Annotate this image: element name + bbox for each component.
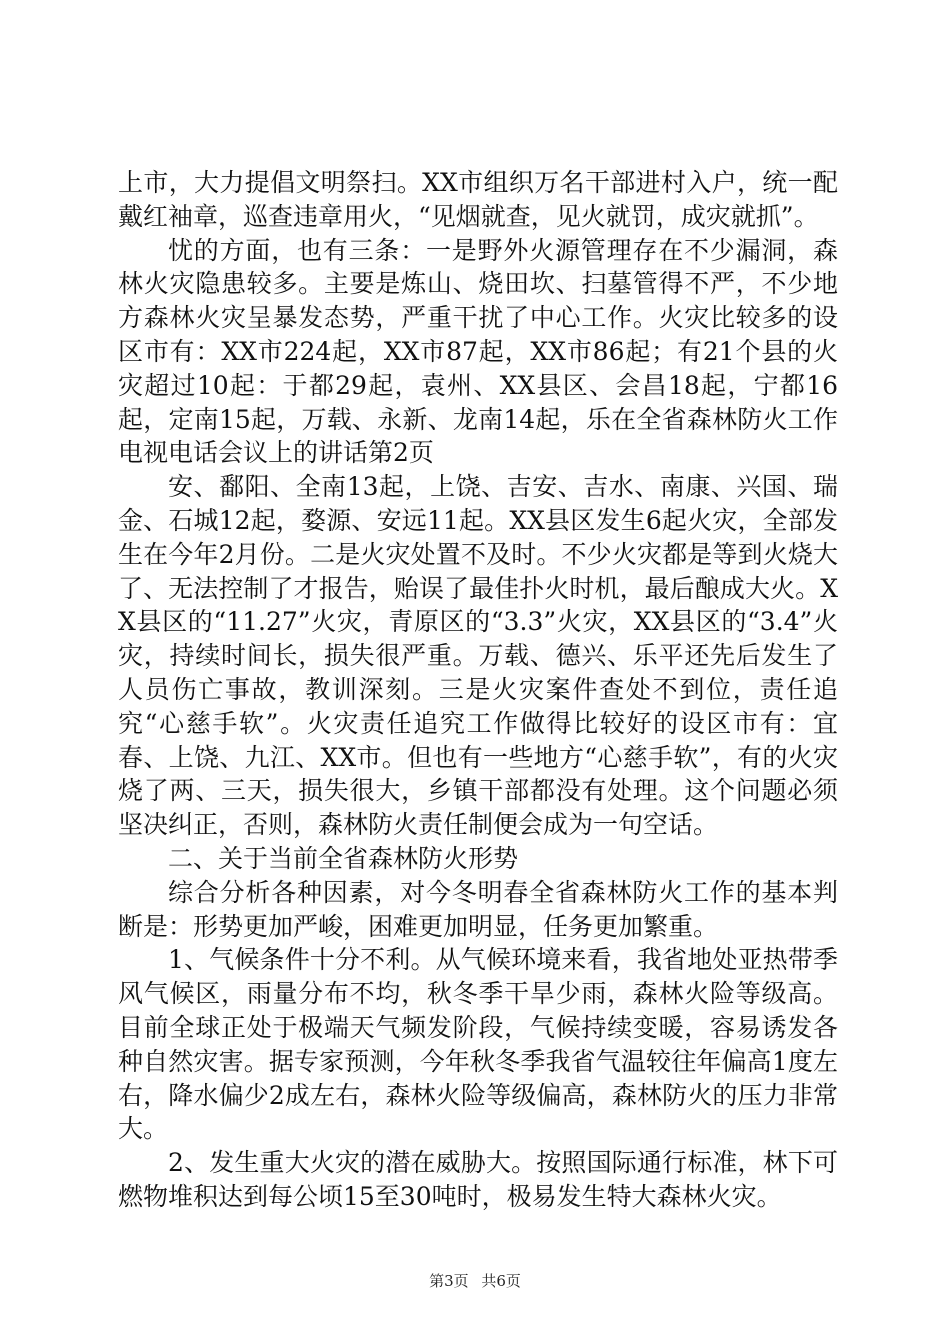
paragraph-6: 1、气候条件十分不利。从气候环境来看，我省地处亚热带季风气候区，雨量分布不均，秋冬季干旱少雨，森林火险等级高。目前全球正处于极端天气频发阶段，气候持续变暖，容易诱发各种自然灾害。据专家预测，今年秋冬季我省气温较往年偏高1度左右，降水偏少2成左右，森林火险等级偏高，森林防火的压力非常大。 xyxy=(118,945,838,1144)
paragraph-1: 上市，大力提倡文明祭扫。XX市组织万名干部进村入户，统一配戴红袖章，巡查违章用火，“见烟就查，见火就罚，成灾就抓”。 xyxy=(118,168,838,231)
paragraph-2: 忧的方面，也有三条：一是野外火源管理存在不少漏洞，森林火灾隐患较多。主要是炼山、烧田坎、扫墓管得不严，不少地方森林火灾呈暴发态势，严重干扰了中心工作。火灾比较多的设区市有：XX市224起，XX市87起，XX市86起；有21个县的火灾超过10起：于都29起，袁州、XX县区、会昌18起，宁都16起，定南15起，万载、永新、龙南14起，乐在全省森林防火工作电视电话会议上的讲话第2页 xyxy=(118,235,838,468)
page-total: 共6页 xyxy=(481,1272,521,1290)
document-body xyxy=(118,166,838,1214)
section-heading: 二、关于当前全省森林防火形势 xyxy=(168,843,519,873)
page-footer xyxy=(0,1270,950,1291)
page-number: 第3页 xyxy=(429,1272,469,1290)
paragraph-3: 安、鄱阳、全南13起，上饶、吉安、吉水、南康、兴国、瑞金、石城12起，婺源、安远11起。XX县区发生6起火灾，全部发生在今年2月份。二是火灾处置不及时。不少火灾都是等到火烧大了、无法控制了才报告，贻误了最佳扑火时机，最后酿成大火。XX县区的“11.27”火灾，青原区的“3.3”火灾，XX县区的“3.4”火灾，持续时间长，损失很严重。万载、德兴、乐平还先后发生了人员伤亡事故，教训深刻。三是火灾案件查处不到位，责任追究“心慈手软”。火灾责任追究工作做得比较好的设区市有：宜春、上饶、九江、XX市。但也有一些地方“心慈手软”，有的火灾烧了两、三天，损失很大，乡镇干部都没有处理。这个问题必须坚决纠正，否则，森林防火责任制便会成为一句空话。 xyxy=(118,472,838,840)
paragraph-5: 综合分析各种因素，对今冬明春全省森林防火工作的基本判断是：形势更加严峻，困难更加明显，任务更加繁重。 xyxy=(118,877,838,941)
paragraph-7: 2、发生重大火灾的潜在威胁大。按照国际通行标准，林下可燃物堆积达到每公顷15至30吨时，极易发生特大森林火灾。 xyxy=(118,1148,838,1211)
